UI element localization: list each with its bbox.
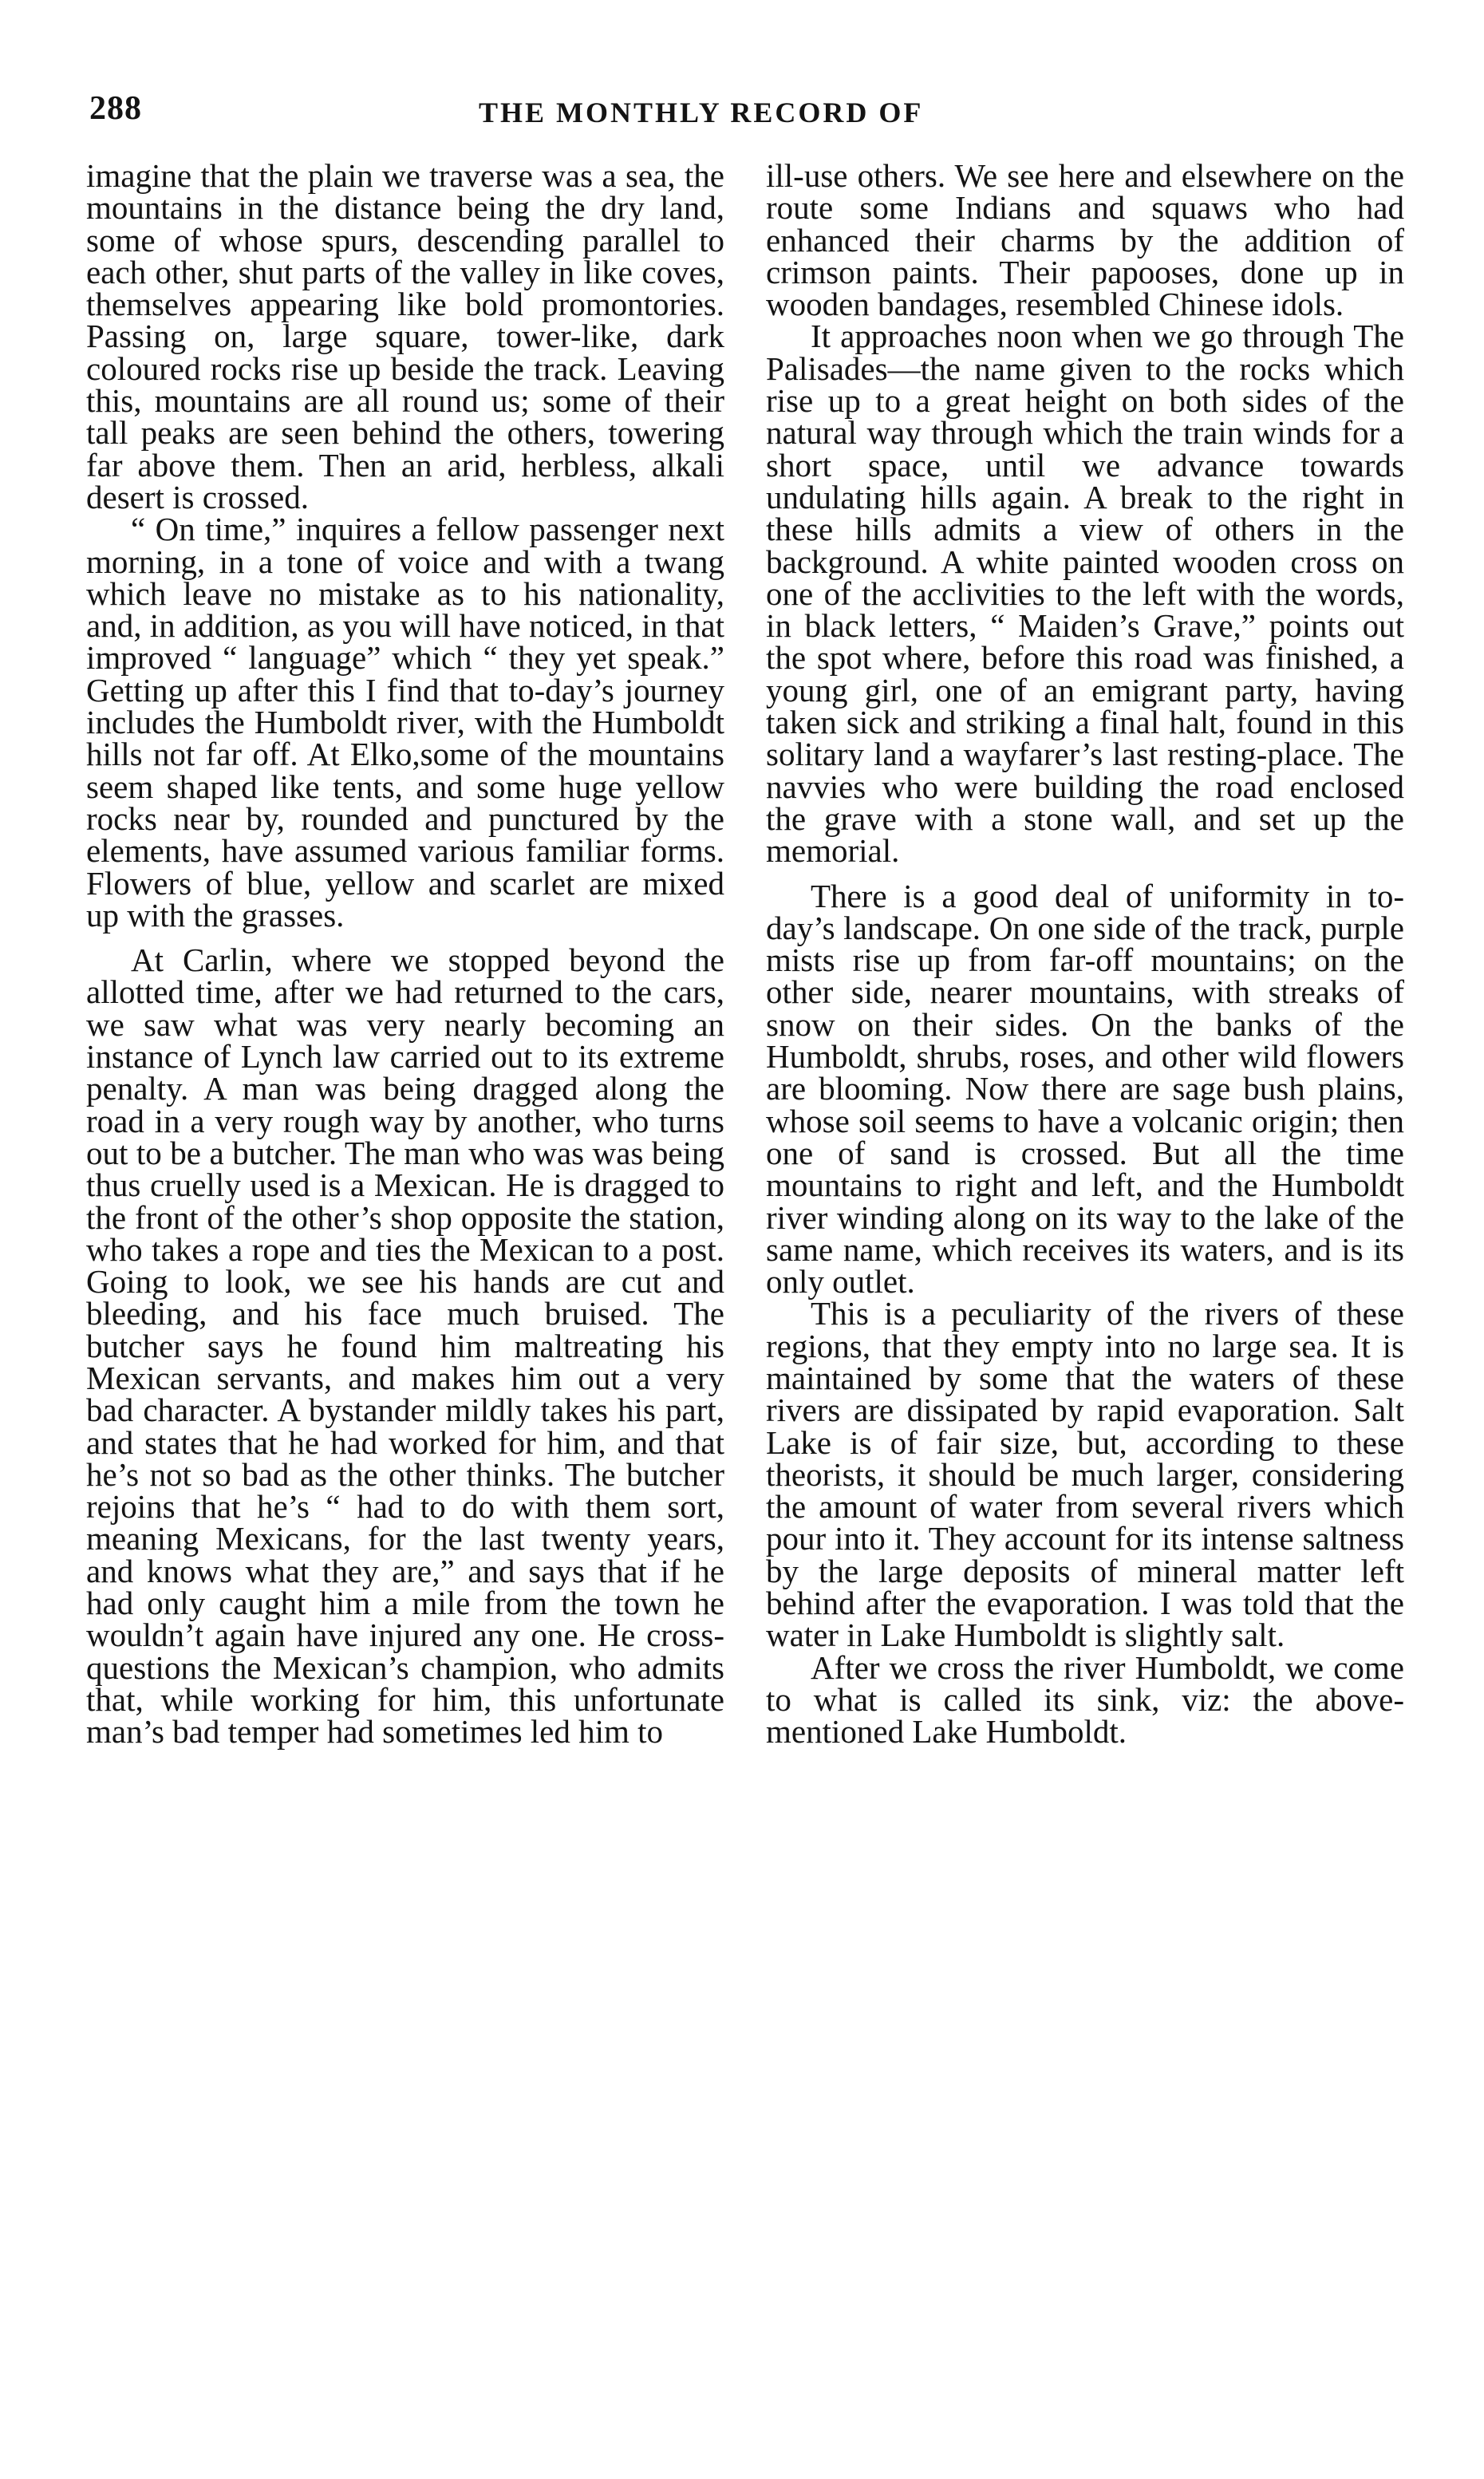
paragraph: After we cross the river Humboldt, we come to what is called its sink, viz: the above-mentioned Lake Humboldt. bbox=[766, 1648, 1404, 1751]
paragraph: This is a peculiarity of the rivers of these regions, that they empty into no large sea. It is maintained by some that the waters of these rivers are dissipated by rapid evaporation. Salt Lake is of fair size, but, according to these theorists, it should be much larger, considering the amount of water from several rivers which pour into it. They account for its intense saltness by the large deposits of mineral matter left behind after the evaporation. I was told that the water in Lake Humboldt is slightly salt. bbox=[766, 1295, 1404, 1654]
page-number: 288 bbox=[89, 90, 142, 127]
paragraph: ill-use others. We see here and elsewhere on the route some Indians and squaws who had enhanced their charms by the addition of crimson paints. Their papooses, done up in wooden bandages, resembled Chinese idols. bbox=[766, 157, 1404, 323]
left-column bbox=[86, 157, 724, 1751]
paragraph: It approaches noon when we go through The Palisades—the name given to the rocks which rise up to a great height on both sides of the natural way through which the train winds for a short space, until we advance towards undulating hills again. A break to the right in these hills admits a view of others in the background. A white painted wooden cross on one of the acclivities to the left with the words, in black letters, “ Maiden’s Grave,” points out the spot where, before this road was finished, a young girl, one of an emigrant party, having taken sick and striking a final halt, found in this solitary land a wayfarer’s last resting-place. The navvies who were building the road enclosed the grave with a stone wall, and set up the memorial. bbox=[766, 318, 1404, 870]
paragraph: imagine that the plain we traverse was a sea, the mountains in the distance being the dry land, some of whose spurs, descending parallel to each other, shut parts of the valley in like coves, themselves appearing like bold promontories. Passing on, large square, tower-like, dark coloured rocks rise up beside the track. Leaving this, mountains are all round us; some of their tall peaks are seen behind the others, towering far above them. Then an arid, herbless, alkali desert is crossed. bbox=[86, 157, 724, 515]
running-head: THE MONTHLY RECORD OF bbox=[479, 97, 924, 128]
paragraph: There is a good deal of uniformity in to-day’s landscape. On one side of the track, purple mists rise up from far-off mountains; on the other side, nearer mountains, with streaks of snow on their sides. On the banks of the Humboldt, shrubs, roses, and other wild flowers are blooming. Now there are sage bush plains, whose soil seems to have a volcanic origin; then one of sand is crossed. But all the time mountains to right and left, and the Humboldt river winding along on its way to the lake of the same name, which receives its waters, and is its only outlet. bbox=[766, 877, 1404, 1301]
paragraph: “ On time,” inquires a fellow passenger next morning, in a tone of voice and with a twang which leave no mistake as to his nationality, and, in addition, as you will have noticed, in that improved “ language” which “ they yet speak.” Getting up after this I find that to-day’s journey includes the Humboldt river, with the Humboldt hills not far off. At Elko,some of the mountains seem shaped like tents, and some huge yellow rocks near by, rounded and punctured by the elements, have assumed various familiar forms. Flowers of blue, yellow and scarlet are mixed up with the grasses. bbox=[86, 511, 724, 934]
right-column bbox=[766, 157, 1404, 1751]
paragraph: At Carlin, where we stopped beyond the allotted time, after we had returned to the cars, we saw what was very nearly becoming an instance of Lynch law carried out to its extreme penalty. A man was being dragged along the road in a very rough way by another, who turns out to be a butcher. The man who was was being thus cruelly used is a Mexican. He is dragged to the front of the other’s shop opposite the station, who takes a rope and ties the Mexican to a post. Going to look, we see his hands are cut and bleeding, and his face much bruised. The butcher says he found him maltreating his Mexican servants, and makes him out a very bad character. A bystander mildly takes his part, and states that he had worked for him, and that he’s not so bad as the other thinks. The butcher rejoins that he’s “ had to do with them sort, meaning Mexicans, for the last twenty years, and knows what they are,” and says that if he had only caught him a mile from the town he wouldn’t again have injured any one. He cross-questions the Mexican’s champion, who admits that, while working for him, this unfortunate man’s bad temper had sometimes led him to bbox=[86, 941, 724, 1751]
